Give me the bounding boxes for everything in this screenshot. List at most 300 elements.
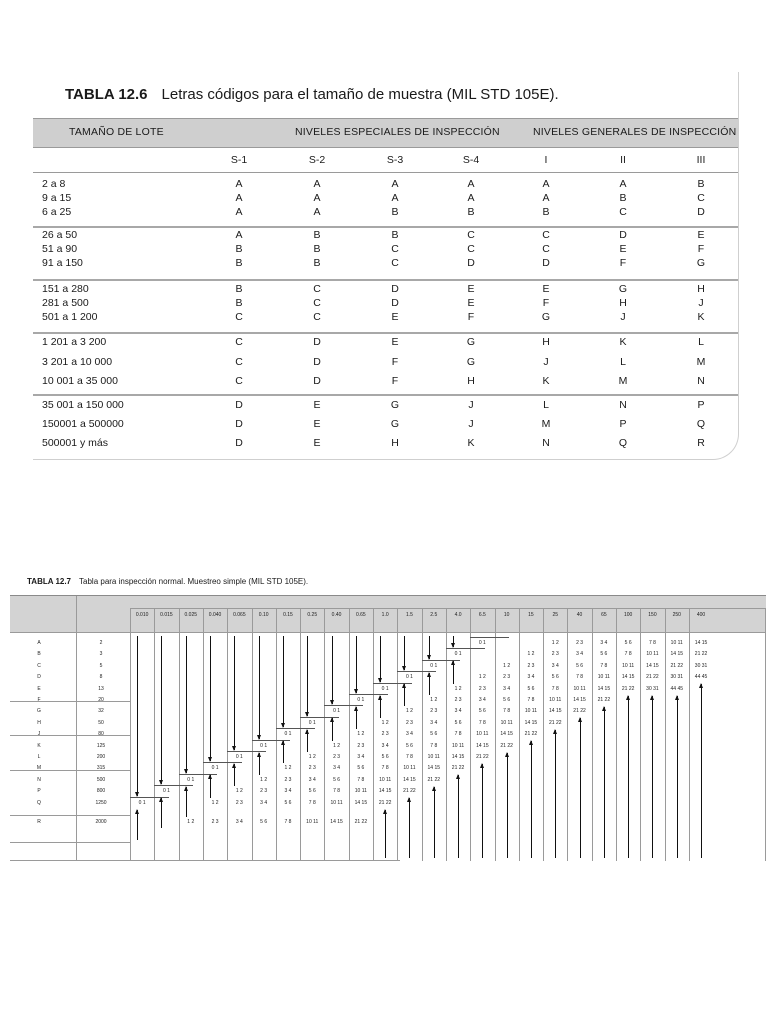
aql-value: 4.0 bbox=[454, 612, 462, 618]
lot-size-cell: 6 a 25 bbox=[42, 206, 72, 218]
code-letter-cell: C bbox=[542, 229, 550, 241]
code-letter-cell: B bbox=[235, 243, 243, 255]
ac-re-cell: 5 6 bbox=[308, 788, 316, 795]
ac-re-cell: 10 11 bbox=[622, 662, 635, 669]
aql-value: 250 bbox=[672, 612, 681, 618]
aql-value: 0.065 bbox=[233, 612, 246, 618]
code-letter-cell: J bbox=[468, 418, 474, 430]
aql-value: 0.040 bbox=[208, 612, 222, 618]
column-line bbox=[567, 608, 568, 861]
column-line bbox=[276, 608, 277, 861]
ac-re-cell: 7 8 bbox=[430, 742, 438, 749]
column-line-end bbox=[765, 608, 766, 861]
table-12-6-header bbox=[33, 118, 738, 148]
ac-re-cell: 21 22 bbox=[573, 708, 586, 715]
code-letter-cell: E bbox=[697, 229, 705, 241]
code-letter-cell: D bbox=[235, 418, 243, 430]
code-letter-cell: A bbox=[313, 206, 321, 218]
ac-re-cell: 7 8 bbox=[503, 708, 511, 715]
ac-re-cell: 10 11 bbox=[524, 708, 538, 715]
code-letter-cell: L bbox=[620, 356, 626, 368]
ac-re-cell: 7 8 bbox=[648, 640, 656, 646]
code-letter-cell: H bbox=[391, 437, 399, 449]
code-letter-cell: D bbox=[467, 257, 475, 269]
code-letter-cell: B bbox=[313, 243, 321, 255]
ac-re-cell: 1 2 bbox=[284, 765, 292, 772]
lot-size-cell: 35 001 a 150 000 bbox=[42, 399, 124, 411]
arrow-down-icon bbox=[283, 636, 284, 727]
ac-re-cell: 3 4 bbox=[381, 742, 389, 749]
ac-re-cell: 2 3 bbox=[260, 788, 268, 795]
header-divider-bottom bbox=[10, 632, 766, 633]
arrow-up-icon bbox=[531, 741, 532, 858]
column-line bbox=[252, 608, 253, 861]
sample-size: 3 bbox=[99, 651, 103, 658]
sample-size: 1250 bbox=[95, 799, 107, 806]
aql-value: 1.0 bbox=[381, 612, 389, 618]
arrow-down-icon bbox=[137, 636, 138, 796]
ac-re-cell: 2 3 bbox=[333, 754, 341, 760]
ac-re-cell: 0 1 bbox=[284, 731, 292, 738]
ac-re-cell: 14 15 bbox=[476, 742, 489, 749]
arrow-up-icon bbox=[234, 764, 235, 786]
column-line bbox=[179, 608, 180, 861]
arrow-up-icon bbox=[604, 707, 605, 858]
ac-re-cell: 1 2 bbox=[235, 788, 243, 795]
ac-re-cell: 3 4 bbox=[405, 731, 413, 738]
column-line bbox=[543, 608, 544, 861]
column-line bbox=[349, 608, 350, 861]
ac-re-cell: 21 22 bbox=[378, 799, 392, 806]
code-letter-cell: G bbox=[696, 257, 706, 269]
ac-re-cell: 21 22 bbox=[694, 651, 708, 658]
code-letter-cell: F bbox=[619, 257, 627, 269]
level-s-3: S-3 bbox=[386, 154, 404, 166]
code-letter: C bbox=[37, 662, 41, 669]
code-letter: B bbox=[37, 651, 41, 658]
arrow-up-icon bbox=[429, 673, 430, 695]
ac-re-cell: 5 6 bbox=[405, 742, 413, 749]
ac-re-cell: 14 15 bbox=[621, 674, 635, 681]
code-letter-cell: G bbox=[618, 283, 628, 295]
code-letter: F bbox=[37, 697, 41, 703]
step-line bbox=[446, 648, 485, 649]
aql-value: 6.5 bbox=[478, 612, 486, 618]
column-line bbox=[422, 608, 423, 861]
code-letter-cell: D bbox=[619, 229, 627, 241]
sample-size: 8 bbox=[99, 674, 103, 681]
column-line bbox=[689, 608, 690, 861]
code-letter-cell: N bbox=[619, 399, 627, 411]
ac-re-cell: 5 6 bbox=[478, 708, 486, 715]
code-letter-cell: H bbox=[619, 297, 627, 309]
ac-re-cell: 21 22 bbox=[354, 819, 368, 825]
ac-re-cell: 14 15 bbox=[378, 788, 392, 795]
code-letter-cell: H bbox=[697, 283, 705, 295]
ac-re-cell: 10 11 bbox=[379, 776, 392, 783]
ac-re-cell: 5 6 bbox=[576, 662, 584, 669]
aql-value: 0.40 bbox=[331, 612, 342, 618]
ac-re-cell: 3 4 bbox=[454, 708, 462, 715]
ac-re-cell: 14 15 bbox=[548, 708, 562, 715]
level-iii: III bbox=[696, 154, 706, 166]
arrow-up-icon bbox=[701, 684, 702, 858]
column-line bbox=[519, 608, 520, 861]
ac-re-cell: 7 8 bbox=[284, 819, 292, 825]
table-12-7-caption: Tabla para inspección normal. Muestreo simple (MIL STD 105E). bbox=[79, 577, 309, 586]
ac-re-cell: 14 15 bbox=[354, 799, 368, 806]
aql-value: 0.65 bbox=[355, 612, 366, 618]
ac-re-cell: 5 6 bbox=[381, 754, 389, 760]
header-general-levels: NIVELES GENERALES DE INSPECCIÓN bbox=[533, 126, 737, 138]
code-letter-cell: N bbox=[697, 375, 705, 387]
code-letter: R bbox=[37, 819, 41, 825]
aql-value: 0.25 bbox=[307, 612, 318, 618]
code-letter-cell: B bbox=[391, 229, 399, 241]
lot-size-cell: 91 a 150 bbox=[42, 257, 83, 269]
ac-re-cell: 0 1 bbox=[162, 788, 170, 795]
ac-re-cell: 3 4 bbox=[430, 719, 438, 726]
ac-re-cell: 30 31 bbox=[670, 674, 684, 681]
ac-re-cell: 7 8 bbox=[405, 754, 413, 760]
code-letter-cell: B bbox=[467, 206, 475, 218]
ac-re-cell: 2 3 bbox=[405, 719, 413, 726]
code-letter: M bbox=[36, 765, 42, 772]
table-12-6-label: TABLA 12.6 bbox=[65, 86, 148, 103]
header-lot-size: TAMAÑO DE LOTE bbox=[69, 126, 164, 138]
lot-size-cell: 1 201 a 3 200 bbox=[42, 336, 107, 348]
ac-re-cell: 44 45 bbox=[694, 674, 708, 681]
code-letter-cell: C bbox=[542, 243, 550, 255]
code-letter-cell: C bbox=[235, 375, 243, 387]
sample-size: 125 bbox=[96, 742, 106, 749]
code-letter-cell: A bbox=[313, 178, 321, 190]
ac-re-cell: 14 15 bbox=[427, 765, 441, 772]
column-line bbox=[640, 608, 641, 861]
arrow-up-icon bbox=[555, 730, 556, 858]
arrow-down-icon bbox=[453, 636, 454, 647]
code-letter-cell: B bbox=[235, 283, 243, 295]
ac-re-cell: 5 6 bbox=[551, 674, 559, 681]
arrow-down-icon bbox=[259, 636, 260, 739]
aql-value: 40 bbox=[576, 612, 583, 618]
ac-re-cell: 14 15 bbox=[500, 731, 513, 738]
arrow-up-icon bbox=[482, 764, 483, 858]
table-12-6-caption: Letras códigos para el tamaño de muestra (MIL STD 105E). bbox=[161, 86, 559, 103]
ac-re-cell: 3 4 bbox=[527, 674, 535, 681]
code-letter-cell: F bbox=[391, 356, 399, 368]
header-band-left bbox=[10, 596, 130, 632]
code-letter-cell: E bbox=[391, 336, 399, 348]
ac-re-cell: 10 11 bbox=[451, 742, 465, 749]
column-line bbox=[324, 608, 325, 861]
group-separator bbox=[33, 279, 738, 281]
ac-re-cell: 2 3 bbox=[551, 651, 559, 658]
level-s-1: S-1 bbox=[230, 154, 248, 166]
code-letter: K bbox=[37, 742, 41, 749]
sample-size: 200 bbox=[96, 754, 106, 760]
arrow-up-icon bbox=[210, 775, 211, 797]
code-letter-cell: B bbox=[235, 257, 243, 269]
ac-re-cell: 21 22 bbox=[427, 776, 441, 783]
code-letter: E bbox=[37, 685, 41, 692]
ac-re-cell: 10 11 bbox=[670, 640, 683, 646]
lot-size-cell: 2 a 8 bbox=[42, 178, 66, 190]
arrow-up-icon bbox=[283, 741, 284, 763]
ac-re-cell: 7 8 bbox=[551, 685, 559, 692]
ac-re-cell: 0 1 bbox=[454, 651, 462, 658]
column-line bbox=[446, 608, 447, 861]
code-letter: P bbox=[37, 788, 41, 795]
lot-size-cell: 26 a 50 bbox=[42, 229, 78, 241]
ac-re-cell: 5 6 bbox=[624, 640, 632, 646]
level-i: I bbox=[544, 154, 548, 166]
ac-re-cell: 0 1 bbox=[430, 662, 438, 669]
ac-re-cell: 0 1 bbox=[211, 765, 219, 772]
sample-size: 315 bbox=[96, 765, 106, 772]
code-letter-cell: E bbox=[619, 243, 627, 255]
arrow-up-icon bbox=[137, 810, 138, 840]
ac-re-cell: 5 6 bbox=[333, 776, 341, 783]
code-letter-cell: A bbox=[542, 178, 550, 190]
arrow-down-icon bbox=[186, 636, 187, 773]
aql-value: 0.15 bbox=[283, 612, 293, 618]
code-letter-cell: K bbox=[619, 336, 627, 348]
code-letter-cell: A bbox=[313, 192, 321, 204]
ac-re-cell: 1 2 bbox=[405, 708, 413, 715]
aql-value: 65 bbox=[601, 612, 607, 618]
ac-re-cell: 0 1 bbox=[381, 685, 389, 692]
aql-value: 0.10 bbox=[258, 612, 269, 618]
code-letter-cell: D bbox=[313, 375, 321, 387]
arrow-up-icon bbox=[628, 696, 629, 858]
group-separator bbox=[33, 226, 738, 228]
code-letter-cell: E bbox=[391, 311, 399, 323]
table-12-7-label: TABLA 12.7 bbox=[27, 577, 72, 586]
ac-re-cell: 3 4 bbox=[308, 776, 316, 783]
arrow-up-icon bbox=[380, 696, 381, 718]
ac-re-cell: 21 22 bbox=[403, 788, 416, 795]
ac-re-cell: 7 8 bbox=[600, 662, 608, 669]
ac-re-cell: 1 2 bbox=[381, 719, 389, 726]
aql-value: 25 bbox=[552, 612, 559, 618]
ac-re-cell: 2 3 bbox=[454, 697, 462, 703]
code-letter-cell: C bbox=[313, 283, 321, 295]
table-12-7-title bbox=[27, 577, 308, 586]
aql-value: 10 bbox=[503, 612, 510, 618]
aql-value: 0.010 bbox=[135, 612, 149, 618]
ac-re-cell: 1 2 bbox=[308, 754, 316, 760]
column-line bbox=[592, 608, 593, 861]
ac-re-cell: 0 1 bbox=[333, 708, 341, 715]
ac-re-cell: 1 2 bbox=[551, 640, 559, 646]
ac-re-cell: 1 2 bbox=[454, 685, 462, 692]
ac-re-cell: 10 11 bbox=[354, 788, 367, 795]
arrow-up-icon bbox=[677, 696, 678, 858]
code-letter-cell: C bbox=[697, 192, 705, 204]
ac-re-cell: 3 4 bbox=[478, 697, 486, 703]
code-letter-cell: G bbox=[390, 418, 400, 430]
code-letter-cell: C bbox=[235, 356, 243, 368]
lot-size-cell: 501 a 1 200 bbox=[42, 311, 98, 323]
row-group-line bbox=[10, 701, 130, 702]
code-letter-cell: A bbox=[467, 192, 475, 204]
code-letter-cell: F bbox=[697, 243, 705, 255]
ac-re-cell: 7 8 bbox=[624, 651, 632, 658]
code-letter-cell: L bbox=[698, 336, 704, 348]
code-letter-cell: F bbox=[542, 297, 550, 309]
arrow-up-icon bbox=[434, 787, 435, 858]
code-letter-cell: H bbox=[467, 375, 475, 387]
code-letter-cell: A bbox=[542, 192, 550, 204]
ac-re-cell: 0 1 bbox=[187, 776, 195, 783]
code-letter-cell: A bbox=[619, 178, 627, 190]
code-letter-cell: D bbox=[542, 257, 550, 269]
code-letter-cell: B bbox=[235, 297, 243, 309]
sample-size: 20 bbox=[98, 697, 104, 703]
ac-re-cell: 10 11 bbox=[427, 754, 440, 760]
aql-value: 150 bbox=[648, 612, 657, 618]
ac-re-cell: 3 4 bbox=[260, 799, 268, 806]
arrow-down-icon bbox=[429, 636, 430, 659]
code-letter-cell: L bbox=[543, 399, 549, 411]
ac-re-cell: 7 8 bbox=[333, 788, 341, 795]
code-letter-cell: J bbox=[468, 399, 474, 411]
ac-re-cell: 7 8 bbox=[454, 731, 462, 738]
step-line bbox=[470, 637, 509, 638]
ac-re-cell: 1 2 bbox=[357, 731, 365, 738]
code-letter-cell: D bbox=[391, 297, 399, 309]
arrow-down-icon bbox=[356, 636, 357, 693]
ac-re-cell: 14 15 bbox=[330, 819, 343, 825]
ac-re-cell: 5 6 bbox=[357, 765, 365, 772]
code-letter: D bbox=[37, 674, 41, 681]
code-letter-cell: B bbox=[542, 206, 550, 218]
code-letter-cell: A bbox=[391, 178, 399, 190]
code-letter: L bbox=[37, 754, 41, 760]
table-12-7-grid bbox=[10, 595, 766, 861]
code-letter: G bbox=[37, 708, 41, 715]
ac-re-cell: 2 3 bbox=[527, 662, 535, 669]
table-12-6-title bbox=[65, 86, 559, 103]
ac-re-cell: 7 8 bbox=[527, 697, 535, 703]
ac-re-cell: 14 15 bbox=[524, 719, 538, 726]
code-letter-cell: K bbox=[697, 311, 705, 323]
lot-size-cell: 9 a 15 bbox=[42, 192, 72, 204]
code-letter: A bbox=[37, 640, 41, 646]
code-letter-cell: D bbox=[697, 206, 705, 218]
ac-re-cell: 3 4 bbox=[333, 765, 341, 772]
row-group-line bbox=[10, 842, 130, 843]
code-letter-cell: A bbox=[235, 192, 243, 204]
ac-re-cell: 2 3 bbox=[430, 708, 438, 715]
ac-re-cell: 44 45 bbox=[670, 685, 684, 692]
group-separator bbox=[33, 332, 738, 334]
code-letter: H bbox=[37, 719, 41, 726]
table-12-6-level-row bbox=[33, 148, 738, 173]
code-letter-cell: P bbox=[697, 399, 705, 411]
ac-re-cell: 3 4 bbox=[284, 788, 292, 795]
lot-size-cell: 3 201 a 10 000 bbox=[42, 356, 113, 368]
sample-size: 13 bbox=[98, 685, 104, 692]
column-line bbox=[130, 608, 131, 861]
ac-re-cell: 2 3 bbox=[381, 731, 389, 738]
ac-re-cell: 2 3 bbox=[576, 640, 584, 646]
group-separator bbox=[33, 394, 738, 396]
aql-value: 15 bbox=[528, 612, 534, 618]
arrow-up-icon bbox=[458, 775, 459, 858]
ac-re-cell: 14 15 bbox=[403, 776, 416, 783]
arrow-up-icon bbox=[409, 798, 410, 858]
arrow-down-icon bbox=[380, 636, 381, 682]
code-letter-cell: M bbox=[696, 356, 706, 368]
ac-re-cell: 14 15 bbox=[670, 651, 684, 658]
code-letter: J bbox=[37, 731, 41, 738]
code-letter-cell: G bbox=[466, 336, 476, 348]
ac-re-cell: 7 8 bbox=[381, 765, 389, 772]
code-letter-cell: C bbox=[391, 243, 399, 255]
ac-re-cell: 5 6 bbox=[503, 697, 511, 703]
ac-re-cell: 2 3 bbox=[478, 685, 486, 692]
ac-re-cell: 10 11 bbox=[573, 685, 586, 692]
ac-re-cell: 2 3 bbox=[235, 799, 243, 806]
code-letter-cell: E bbox=[313, 437, 321, 449]
ac-re-cell: 1 2 bbox=[211, 799, 219, 806]
code-letter-cell: J bbox=[620, 311, 626, 323]
ac-re-cell: 1 2 bbox=[187, 819, 195, 825]
ac-re-cell: 7 8 bbox=[308, 799, 316, 806]
code-letter-cell: D bbox=[313, 356, 321, 368]
arrow-up-icon bbox=[332, 718, 333, 740]
table-bottom-line bbox=[10, 860, 400, 861]
column-line bbox=[665, 608, 666, 861]
ac-re-cell: 1 2 bbox=[503, 662, 511, 669]
header-special-levels: NIVELES ESPECIALES DE INSPECCIÓN bbox=[295, 126, 500, 138]
sample-size: 32 bbox=[98, 708, 104, 715]
code-letter-cell: A bbox=[235, 229, 243, 241]
arrow-up-icon bbox=[385, 810, 386, 858]
code-letter-cell: E bbox=[313, 418, 321, 430]
sample-size: 80 bbox=[98, 731, 104, 738]
column-line bbox=[154, 608, 155, 861]
lot-size-cell: 51 a 90 bbox=[42, 243, 78, 255]
ac-re-cell: 3 4 bbox=[357, 754, 365, 760]
ac-re-cell: 21 22 bbox=[646, 674, 659, 681]
code-letter-cell: B bbox=[697, 178, 705, 190]
ac-re-cell: 10 11 bbox=[476, 731, 489, 738]
code-letter-cell: C bbox=[235, 311, 243, 323]
code-letter-cell: G bbox=[466, 356, 476, 368]
ac-re-cell: 5 6 bbox=[527, 685, 535, 692]
ac-re-cell: 30 31 bbox=[646, 685, 659, 692]
ac-re-cell: 7 8 bbox=[576, 674, 584, 681]
code-letter: Q bbox=[37, 799, 41, 806]
ac-re-cell: 21 22 bbox=[670, 662, 684, 669]
column-line bbox=[373, 608, 374, 861]
ac-re-cell: 7 8 bbox=[357, 776, 365, 783]
ac-re-cell: 10 11 bbox=[500, 719, 513, 726]
sample-size: 2000 bbox=[95, 819, 107, 825]
code-letter-cell: D bbox=[391, 283, 399, 295]
ac-re-cell: 14 15 bbox=[694, 640, 708, 646]
sample-size: 2 bbox=[99, 640, 103, 646]
code-letter-cell: C bbox=[313, 297, 321, 309]
code-letter-cell: J bbox=[543, 356, 549, 368]
arrow-down-icon bbox=[161, 636, 162, 784]
arrow-up-icon bbox=[453, 661, 454, 683]
ac-re-cell: 1 2 bbox=[333, 742, 341, 749]
aql-value: 1.5 bbox=[405, 612, 413, 618]
